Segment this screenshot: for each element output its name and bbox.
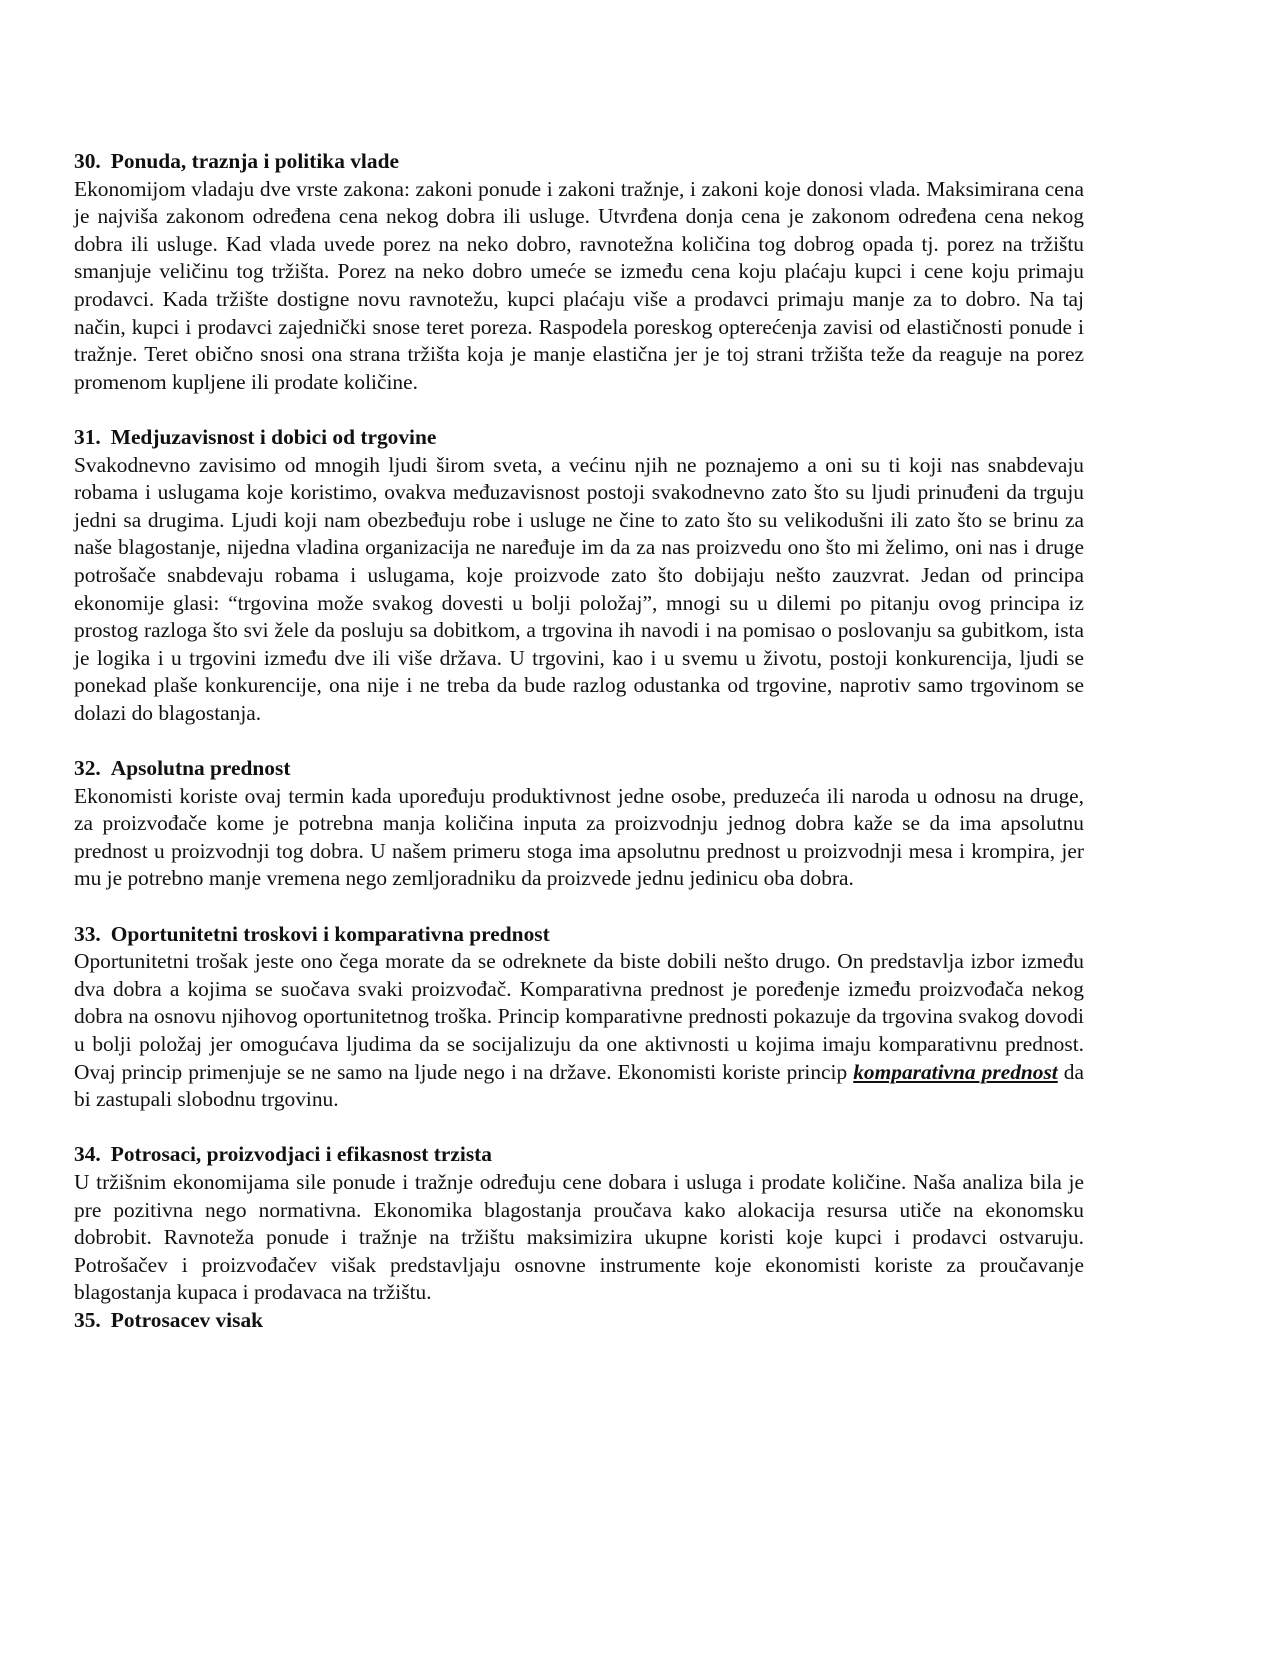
section-title: Ponuda, traznja i politika vlade xyxy=(110,149,399,173)
section-body: Ekonomijom vladaju dve vrste zakona: zakoni ponude i zakoni tražnje, i zakoni koje donosi vlada. Maksimirana cena je najviša zakonom određena cena nekog dobra ili usluge. Utvrđena donja cena je zakonom određena cena nekog dobra ili usluge. Kad vlada uvede porez na neko dobro, ravnotežna količina tog dobrog opada tj. porez na tržištu smanjuje veličinu tog tržišta. Porez na neko dobro umeće se između cena koju plaćaju kupci i cene koju primaju prodavci. Kada tržište dostigne novu ravnotežu, kupci plaćaju više a prodavci primaju manje za to dobro. Na taj način, kupci i prodavci zajednički snose teret poreza. Raspodela poreskog opterećenja zavisi od elastičnosti ponude i tražnje. Teret obično snosi ona strana tržišta koja je manje elastična jer je toj strani tržišta teže da reaguje na porez promenom kupljene ili prodate količine. xyxy=(74,176,1084,394)
section-30 xyxy=(74,148,1084,396)
section-title: Oportunitetni troskovi i komparativna prednost xyxy=(110,921,550,946)
section-heading xyxy=(74,755,1084,783)
section-number: 33. xyxy=(74,921,101,946)
body-text-before: Oportunitetni trošak jeste ono čega morate da se odreknete da biste dobili nešto drugo. On predstavlja izbor između dva dobra a kojima se suočava svaki proizvođač. Komparativna prednost je poređenje između proizvođača nekog dobra na osnovu njihovog oportunitetnog troška. Princip komparativne prednosti pokazuje da trgovina svakog dovodi u bolji položaj jer omogućava ljudima da se socijalizuju da one aktivnosti u kojima imaju komparativnu prednost. Ovaj princip primenjuje se ne samo na ljude nego i na države. Ekonomisti koriste princip xyxy=(74,949,1084,1084)
section-number: 31. xyxy=(74,424,101,449)
section-number: 34. xyxy=(74,1142,101,1167)
section-body: Svakodnevno zavisimo od mnogih ljudi širom sveta, a većinu njih ne poznajemo a oni su ti koji nas snabdevaju robama i uslugama koje koristimo, ovakva međuzavisnost postoji svakodnevno zato što su ljudi prinuđeni da trguju jedni sa drugima. Ljudi koji nam obezbeđuju robe i usluge ne čine to zato što su velikodušni ili zato što se brinu za naše blagostanje, nijedna vladina organizacija ne naređuje im da za nas proizvedu ono što mi želimo, oni nas i druge potrošače snabdevaju robama i uslugama, koje proizvode zato što dobijaju nešto zauzvrat. Jedan od principa ekonomije glasi: “trgovina može svakog dovesti u bolji položaj”, mnogi su u dilemi po pitanju ovog principa iz prostog razloga što svi žele da posluju sa dobitkom, a trgovina ih navodi i na pomisao o poslovanju sa gubitkom, ista je logika i u trgovini između dve ili više država. U trgovini, kao i u svemu u životu, postoji konkurencija, ljudi se ponekad plaše konkurencije, ona nije i ne treba da bude razlog odustanka od trgovine, naprotiv samo trgovinom se dolazi do blagostanja. xyxy=(74,452,1084,725)
section-number: 32. xyxy=(74,756,101,781)
section-title: Apsolutna prednost xyxy=(110,756,291,781)
section-body: U tržišnim ekonomijama sile ponude i tražnje određuju cene dobara i usluga i prodate količine. Naša analiza bila je pre pozitivna nego normativna. Ekonomika blagostanja proučava kako alokacija resursa utiče na ekonomsku dobrobit. Ravnoteža ponude i tražnje na tržištu maksimizira ukupne koristi koje kupci i prodavci ostvaruju. Potrošačev i proizvođačev višak predstavljaju osnovne instrumente koje ekonomisti koriste za proučavanje blagostanja kupaca i prodavaca na tržištu. xyxy=(74,1169,1084,1305)
emphasized-term: komparativna prednost xyxy=(853,1059,1058,1084)
section-35 xyxy=(74,1307,1084,1335)
section-title: Potrosaci, proizvodjaci i efikasnost trzista xyxy=(110,1142,492,1167)
section-title: Medjuzavisnost i dobici od trgovine xyxy=(110,424,437,449)
document-page xyxy=(74,148,1084,1335)
section-title: Potrosacev visak xyxy=(110,1307,264,1332)
section-32 xyxy=(74,755,1084,893)
section-heading xyxy=(74,148,1084,176)
section-number: 35. xyxy=(74,1307,101,1332)
section-heading xyxy=(74,424,1084,452)
section-body xyxy=(74,948,1084,1114)
body-text-after: da bi zastupali slobodnu trgovinu. xyxy=(74,1059,1084,1112)
section-heading xyxy=(74,1141,1084,1169)
section-34 xyxy=(74,1141,1084,1307)
section-number: 30. xyxy=(74,149,101,173)
section-heading xyxy=(74,921,1084,949)
section-body: Ekonomisti koriste ovaj termin kada upoređuju produktivnost jedne osobe, preduzeća ili naroda u odnosu na druge, za proizvođače kome je potrebna manja količina inputa za proizvodnju jednog dobra kaže se da ima apsolutnu prednost u proizvodnji tog dobra. U našem primeru stoga ima apsolutnu prednost u proizvodnji mesa i krompira, jer mu je potrebno manje vremena nego zemljoradniku da proizvede jednu jedinicu oba dobra. xyxy=(74,783,1084,891)
section-heading xyxy=(74,1307,1084,1335)
section-33 xyxy=(74,921,1084,1114)
section-31 xyxy=(74,424,1084,728)
